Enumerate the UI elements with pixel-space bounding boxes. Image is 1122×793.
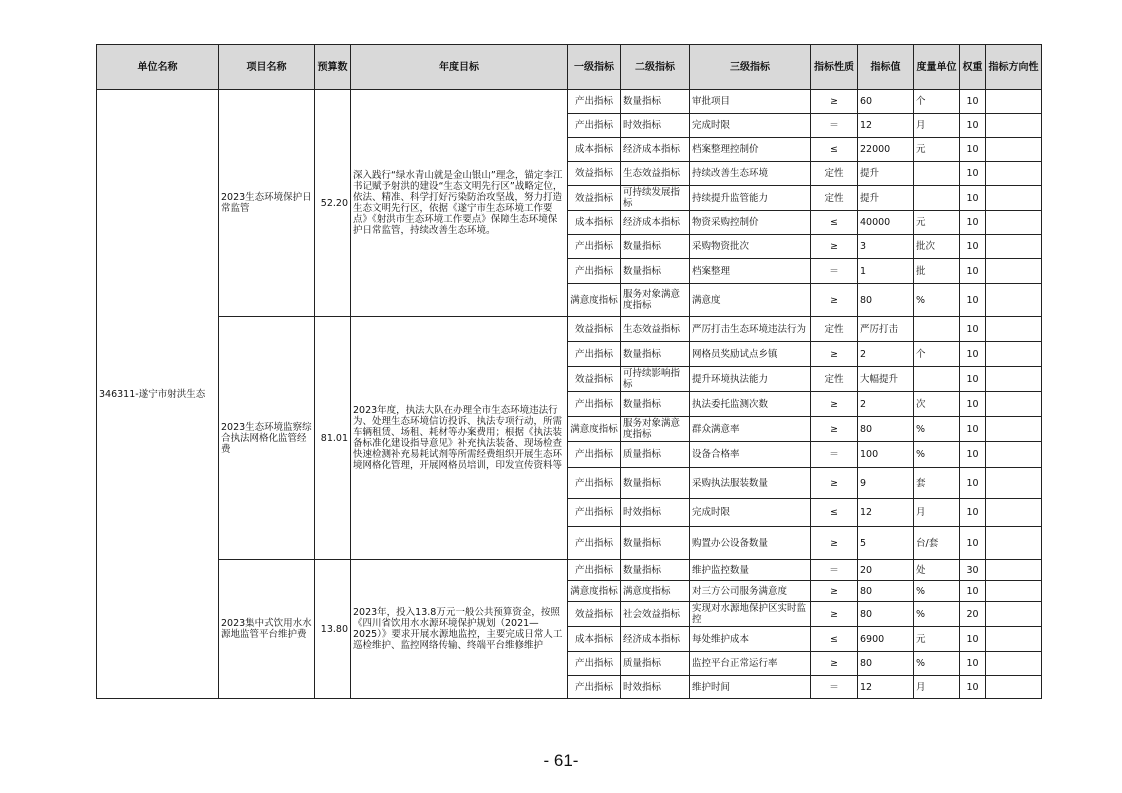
indicator-cell: ≥ — [811, 602, 858, 627]
indicator-cell: ≥ — [811, 417, 858, 442]
indicator-cell: 质量指标 — [621, 442, 690, 468]
indicator-cell: % — [914, 652, 960, 676]
indicator-cell: 完成时限 — [690, 499, 811, 527]
indicator-cell: 持续改善生态环境 — [690, 162, 811, 186]
indicator-cell: 时效指标 — [621, 499, 690, 527]
indicator-cell: 10 — [960, 417, 986, 442]
indicator-cell: 处 — [914, 560, 960, 581]
table-row — [97, 317, 1042, 342]
indicator-cell: 数量指标 — [621, 235, 690, 259]
indicator-cell: 60 — [858, 90, 914, 114]
indicator-cell: 严厉打击生态环境违法行为 — [690, 317, 811, 342]
indicator-cell: 购置办公设备数量 — [690, 527, 811, 560]
indicator-cell: 80 — [858, 284, 914, 317]
indicator-cell: 产出指标 — [568, 560, 621, 581]
indicator-cell: 数量指标 — [621, 560, 690, 581]
indicator-cell: 30 — [960, 560, 986, 581]
table-row — [97, 560, 1042, 581]
indicator-cell: 效益指标 — [568, 602, 621, 627]
page-number: - 61- — [543, 751, 579, 770]
indicator-cell: 产出指标 — [568, 499, 621, 527]
indicator-cell: 产出指标 — [568, 259, 621, 284]
indicator-cell: 10 — [960, 317, 986, 342]
indicator-cell — [986, 442, 1042, 468]
indicator-cell: 维护监控数量 — [690, 560, 811, 581]
indicator-cell — [986, 162, 1042, 186]
indicator-cell: 数量指标 — [621, 527, 690, 560]
indicator-cell: 元 — [914, 211, 960, 235]
indicator-cell: 12 — [858, 499, 914, 527]
indicator-cell — [986, 259, 1042, 284]
performance-table — [96, 44, 1042, 699]
header-cell: 度量单位 — [914, 45, 960, 90]
indicator-cell: 10 — [960, 162, 986, 186]
header-cell: 指标方向性 — [986, 45, 1042, 90]
indicator-cell: ≥ — [811, 652, 858, 676]
indicator-cell — [986, 186, 1042, 211]
indicator-cell: 持续提升监管能力 — [690, 186, 811, 211]
budget-cell: 13.80 — [315, 560, 351, 699]
indicator-cell: 执法委托监测次数 — [690, 392, 811, 417]
indicator-cell — [986, 581, 1042, 602]
indicator-cell: 元 — [914, 138, 960, 162]
indicator-cell — [986, 367, 1042, 392]
indicator-cell: 10 — [960, 392, 986, 417]
indicator-cell: 10 — [960, 186, 986, 211]
indicator-cell: % — [914, 284, 960, 317]
indicator-cell: ≥ — [811, 527, 858, 560]
indicator-cell: 维护时间 — [690, 676, 811, 699]
indicator-cell: 严厉打击 — [858, 317, 914, 342]
table-header-row — [97, 45, 1042, 90]
indicator-cell: 监控平台正常运行率 — [690, 652, 811, 676]
indicator-cell: 可持续发展指标 — [621, 186, 690, 211]
indicator-cell: 20 — [960, 602, 986, 627]
indicator-cell — [986, 317, 1042, 342]
indicator-cell: 12 — [858, 676, 914, 699]
indicator-cell — [986, 627, 1042, 652]
indicator-cell: 10 — [960, 627, 986, 652]
indicator-cell — [986, 114, 1042, 138]
indicator-cell: 产出指标 — [568, 114, 621, 138]
indicator-cell: 2 — [858, 392, 914, 417]
table-row — [97, 90, 1042, 114]
indicator-cell: 时效指标 — [621, 676, 690, 699]
indicator-cell: 提升环境执法能力 — [690, 367, 811, 392]
indicator-cell: 定性 — [811, 162, 858, 186]
header-cell: 二级指标 — [621, 45, 690, 90]
indicator-cell: 10 — [960, 367, 986, 392]
indicator-cell: 效益指标 — [568, 367, 621, 392]
header-cell: 权重 — [960, 45, 986, 90]
indicator-cell — [986, 342, 1042, 367]
indicator-cell: 10 — [960, 138, 986, 162]
indicator-cell: ≥ — [811, 392, 858, 417]
indicator-cell: 6900 — [858, 627, 914, 652]
indicator-cell: 定性 — [811, 367, 858, 392]
indicator-cell: 10 — [960, 652, 986, 676]
indicator-cell: 完成时限 — [690, 114, 811, 138]
indicator-cell: % — [914, 602, 960, 627]
unit-name-cell: 346311-遂宁市射洪生态 — [97, 90, 219, 699]
indicator-cell — [986, 90, 1042, 114]
indicator-cell: 效益指标 — [568, 162, 621, 186]
indicator-cell: 满意度指标 — [568, 581, 621, 602]
header-cell: 一级指标 — [568, 45, 621, 90]
indicator-cell: 定性 — [811, 186, 858, 211]
indicator-cell: 服务对象满意度指标 — [621, 284, 690, 317]
indicator-cell: 效益指标 — [568, 317, 621, 342]
indicator-cell: 数量指标 — [621, 342, 690, 367]
indicator-cell: 实现对水源地保护区实时监控 — [690, 602, 811, 627]
indicator-cell: ≥ — [811, 284, 858, 317]
indicator-cell: 产出指标 — [568, 676, 621, 699]
indicator-cell: 10 — [960, 235, 986, 259]
indicator-cell: 质量指标 — [621, 652, 690, 676]
indicator-cell: 满意度指标 — [568, 284, 621, 317]
project-name-cell: 2023生态环境监察综合执法网格化监管经费 — [219, 317, 315, 560]
indicator-cell: 个 — [914, 342, 960, 367]
indicator-cell: 10 — [960, 342, 986, 367]
indicator-cell: 10 — [960, 259, 986, 284]
indicator-cell: 10 — [960, 468, 986, 499]
indicator-cell: 经济成本指标 — [621, 211, 690, 235]
indicator-cell: 设备合格率 — [690, 442, 811, 468]
indicator-cell — [914, 162, 960, 186]
indicator-cell: 时效指标 — [621, 114, 690, 138]
indicator-cell: 个 — [914, 90, 960, 114]
indicator-cell: 1 — [858, 259, 914, 284]
indicator-cell: ≤ — [811, 627, 858, 652]
indicator-cell: 数量指标 — [621, 392, 690, 417]
indicator-cell — [986, 392, 1042, 417]
header-cell: 单位名称 — [97, 45, 219, 90]
indicator-cell: % — [914, 442, 960, 468]
indicator-cell: 次 — [914, 392, 960, 417]
indicator-cell: 10 — [960, 527, 986, 560]
indicator-cell: 40000 — [858, 211, 914, 235]
annual-goal-cell: 2023年，投入13.8万元一般公共预算资金，按照《四川省饮用水水源环境保护规划（2021—2025）》要求开展水源地监控，主要完成日常人工巡检维护、监控网络传输、终端平台维修维护 — [351, 560, 568, 699]
indicator-cell: 批 — [914, 259, 960, 284]
indicator-cell: 月 — [914, 114, 960, 138]
indicator-cell: % — [914, 581, 960, 602]
indicator-cell — [986, 468, 1042, 499]
indicator-cell: 物资采购控制价 — [690, 211, 811, 235]
indicator-cell: 10 — [960, 442, 986, 468]
indicator-cell: 成本指标 — [568, 138, 621, 162]
indicator-cell: 产出指标 — [568, 468, 621, 499]
indicator-cell: 元 — [914, 627, 960, 652]
indicator-cell — [986, 138, 1042, 162]
header-cell: 项目名称 — [219, 45, 315, 90]
annual-goal-cell: 深入践行“绿水青山就是金山银山”理念，锚定李江书记赋予射洪的建设“生态文明先行区”战略定位，依法、精准、科学打好污染防治攻坚战，努力打造生态文明先行区，依据《遂宁市生态环境工作要点》《射洪市生态环境工作要点》保障生态环境保护日常监管，持续改善生态环境。 — [351, 90, 568, 317]
indicator-cell: ≤ — [811, 499, 858, 527]
indicator-cell: 经济成本指标 — [621, 627, 690, 652]
indicator-cell: ≥ — [811, 90, 858, 114]
indicator-cell: 效益指标 — [568, 186, 621, 211]
indicator-cell: 采购物资批次 — [690, 235, 811, 259]
indicator-cell: 套 — [914, 468, 960, 499]
indicator-cell: 9 — [858, 468, 914, 499]
budget-cell: 52.20 — [315, 90, 351, 317]
indicator-cell: 群众满意率 — [690, 417, 811, 442]
indicator-cell: 月 — [914, 499, 960, 527]
indicator-cell: ＝ — [811, 259, 858, 284]
indicator-cell: ≥ — [811, 468, 858, 499]
indicator-cell: ≥ — [811, 235, 858, 259]
indicator-cell: 产出指标 — [568, 442, 621, 468]
indicator-cell: ≥ — [811, 581, 858, 602]
indicator-cell: 3 — [858, 235, 914, 259]
indicator-cell: 产出指标 — [568, 235, 621, 259]
indicator-cell: 审批项目 — [690, 90, 811, 114]
indicator-cell: 产出指标 — [568, 90, 621, 114]
indicator-cell: 满意度指标 — [621, 581, 690, 602]
indicator-cell: 12 — [858, 114, 914, 138]
indicator-cell: 80 — [858, 652, 914, 676]
indicator-cell: 10 — [960, 581, 986, 602]
indicator-cell: 提升 — [858, 186, 914, 211]
indicator-cell: 5 — [858, 527, 914, 560]
project-name-cell: 2023生态环境保护日常监管 — [219, 90, 315, 317]
indicator-cell: 产出指标 — [568, 392, 621, 417]
indicator-cell: 满意度指标 — [568, 417, 621, 442]
indicator-cell — [914, 317, 960, 342]
indicator-cell: 2 — [858, 342, 914, 367]
indicator-cell: 服务对象满意度指标 — [621, 417, 690, 442]
indicator-cell: 成本指标 — [568, 627, 621, 652]
indicator-cell: 经济成本指标 — [621, 138, 690, 162]
budget-cell: 81.01 — [315, 317, 351, 560]
indicator-cell: 数量指标 — [621, 468, 690, 499]
project-name-cell: 2023集中式饮用水水源地监管平台维护费 — [219, 560, 315, 699]
indicator-cell: 提升 — [858, 162, 914, 186]
indicator-cell — [986, 652, 1042, 676]
indicator-cell — [914, 186, 960, 211]
header-cell: 指标值 — [858, 45, 914, 90]
indicator-cell — [986, 676, 1042, 699]
indicator-cell — [914, 367, 960, 392]
indicator-cell: 大幅提升 — [858, 367, 914, 392]
indicator-cell: ＝ — [811, 442, 858, 468]
indicator-cell: 22000 — [858, 138, 914, 162]
indicator-cell: 生态效益指标 — [621, 162, 690, 186]
indicator-cell: ≥ — [811, 342, 858, 367]
indicator-cell: 10 — [960, 114, 986, 138]
annual-goal-cell: 2023年度，执法大队在办理全市生态环境违法行为、处理生态环境信访投诉、执法专项行动，所需车辆租赁、场租、耗材等办案费用；根据《执法装备标准化建设指导意见》补充执法装备、现场检查快速检测补充易耗试剂等所需经费组织开展生态环境网格化管理，开展网格员培训，印发宣传资料等 — [351, 317, 568, 560]
indicator-cell: ≤ — [811, 211, 858, 235]
indicator-cell: 采购执法服装数量 — [690, 468, 811, 499]
header-cell: 预算数 — [315, 45, 351, 90]
indicator-cell: 台/套 — [914, 527, 960, 560]
indicator-cell: % — [914, 417, 960, 442]
header-cell: 年度目标 — [351, 45, 568, 90]
header-cell: 三级指标 — [690, 45, 811, 90]
indicator-cell: 10 — [960, 211, 986, 235]
indicator-cell: 网格员奖励试点乡镇 — [690, 342, 811, 367]
indicator-cell: 80 — [858, 417, 914, 442]
indicator-cell: 数量指标 — [621, 90, 690, 114]
indicator-cell: 档案整理控制价 — [690, 138, 811, 162]
indicator-cell: 10 — [960, 90, 986, 114]
indicator-cell — [986, 560, 1042, 581]
indicator-cell: 10 — [960, 499, 986, 527]
indicator-cell: ＝ — [811, 676, 858, 699]
indicator-cell: 社会效益指标 — [621, 602, 690, 627]
indicator-cell — [986, 211, 1042, 235]
indicator-cell: ＝ — [811, 114, 858, 138]
indicator-cell: 100 — [858, 442, 914, 468]
indicator-cell: 定性 — [811, 317, 858, 342]
indicator-cell: 档案整理 — [690, 259, 811, 284]
indicator-cell: 20 — [858, 560, 914, 581]
indicator-cell: 批次 — [914, 235, 960, 259]
indicator-cell: 10 — [960, 676, 986, 699]
indicator-cell: 每处维护成本 — [690, 627, 811, 652]
indicator-cell: 产出指标 — [568, 652, 621, 676]
indicator-cell: 10 — [960, 284, 986, 317]
indicator-cell — [986, 417, 1042, 442]
header-cell: 指标性质 — [811, 45, 858, 90]
indicator-cell: 月 — [914, 676, 960, 699]
indicator-cell — [986, 235, 1042, 259]
indicator-cell — [986, 499, 1042, 527]
indicator-cell — [986, 527, 1042, 560]
indicator-cell: 满意度 — [690, 284, 811, 317]
indicator-cell: 产出指标 — [568, 527, 621, 560]
indicator-cell: ≤ — [811, 138, 858, 162]
indicator-cell: 数量指标 — [621, 259, 690, 284]
indicator-cell: 80 — [858, 602, 914, 627]
indicator-cell: 成本指标 — [568, 211, 621, 235]
indicator-cell — [986, 602, 1042, 627]
indicator-cell: 可持续影响指标 — [621, 367, 690, 392]
indicator-cell: 生态效益指标 — [621, 317, 690, 342]
indicator-cell: 产出指标 — [568, 342, 621, 367]
indicator-cell: ＝ — [811, 560, 858, 581]
indicator-cell — [986, 284, 1042, 317]
indicator-cell: 对三方公司服务满意度 — [690, 581, 811, 602]
indicator-cell: 80 — [858, 581, 914, 602]
